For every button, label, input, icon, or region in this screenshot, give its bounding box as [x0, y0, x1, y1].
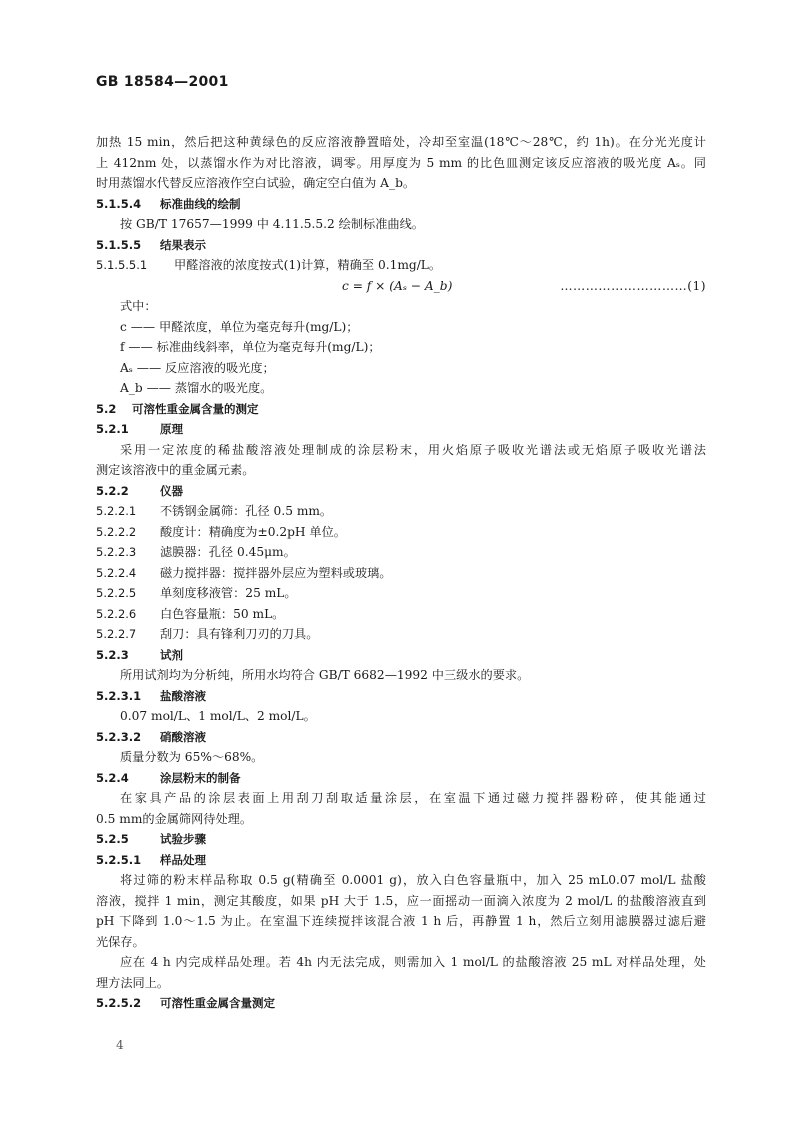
section-heading-5-2-2: 5.2.2 仪器: [96, 483, 183, 498]
instrument-item: 5.2.2.3 滤膜器：孔径 0.45μm。: [96, 545, 296, 559]
formula-row: [96, 276, 706, 297]
body-line: 在家具产品的涂层表面上用刮刀刮取适量涂层，在室温下通过磁力搅拌器粉碎，使其能通过: [120, 791, 706, 805]
section-heading-5-2-5-1: 5.2.5.1 样品处理: [96, 852, 206, 867]
body-line: 0.5 mm的金属筛网待处理。: [96, 811, 253, 826]
section-heading-5-2-5: 5.2.5 试验步骤: [96, 832, 206, 846]
formula-number: …………………………(1): [560, 278, 706, 293]
standard-code: GB 18584—2001: [96, 74, 229, 90]
formula: c = f × (Aₛ − A_b): [342, 278, 453, 293]
instrument-item: 5.2.2.7 刮刀：具有锋利刀刃的刀具。: [96, 627, 319, 641]
body-line: 溶液，搅拌 1 min，测定其酸度，如果 pH 大于 1.5，应一面摇动一面滴入浓度为 2 mol/L 的盐酸溶液直到: [96, 893, 706, 908]
body-line: 按 GB/T 17657—1999 中 4.11.5.5.2 绘制标准曲线。: [120, 217, 424, 231]
body-line: 应在 4 h 内完成样品处理。若 4h 内无法完成，则需加入 1 mol/L 的盐酸溶液 25 mL 对样品处理，处: [120, 955, 706, 969]
clause-5-1-5-5-1: 5.1.5.5.1 甲醛溶液的浓度按式(1)计算，精确至 0.1mg/L。: [96, 258, 442, 272]
section-heading-5-2-1: 5.2.1 原理: [96, 422, 183, 436]
where-label: 式中：: [120, 299, 157, 313]
section-heading-5-2-3: 5.2.3 试剂: [96, 647, 183, 662]
body-line: 光保存。: [96, 934, 145, 949]
instrument-item: 5.2.2.4 磁力搅拌器：搅拌器外层应为塑料或玻璃。: [96, 565, 392, 580]
body-line: 加热 15 min，然后把这种黄绿色的反应溶液静置暗处，冷却至室温(18℃～28℃，约 1h)。在分光光度计: [96, 135, 706, 149]
document-body: [96, 132, 706, 1014]
body-line: 上 412nm 处，以蒸馏水作为对比溶液，调零。用厚度为 5 mm 的比色皿测定该反应溶液的吸光度 Aₛ。同: [96, 155, 706, 170]
body-line: 所用试剂均为分析纯，所用水均符合 GB/T 6682—1992 中三级水的要求。: [120, 668, 530, 682]
section-heading-5-2: 5.2 可溶性重金属含量的测定: [96, 401, 259, 416]
definition-ab: A_b —— 蒸馏水的吸光度。: [120, 381, 273, 395]
body-line: 理方法同上。: [96, 975, 170, 990]
body-line: 时用蒸馏水代替反应溶液作空白试验，确定空白值为 A_b。: [96, 176, 416, 190]
instrument-item: 5.2.2.1 不锈钢金属筛：孔径 0.5 mm。: [96, 504, 333, 518]
body-line: 0.07 mol/L、1 mol/L、2 mol/L。: [120, 709, 316, 723]
instrument-item: 5.2.2.5 单刻度移液管：25 mL。: [96, 586, 297, 600]
body-line: 将过筛的粉末样品称取 0.5 g(精确至 0.0001 g)，放入白色容量瓶中，加入 25 mL0.07 mol/L 盐酸: [120, 873, 706, 887]
instrument-item: 5.2.2.2 酸度计：精确度为±0.2pH 单位。: [96, 524, 346, 539]
body-line: 测定该溶液中的重金属元素。: [96, 463, 255, 477]
section-heading-5-2-4: 5.2.4 涂层粉末的制备: [96, 770, 241, 785]
page-number: 4: [116, 1038, 124, 1052]
body-line: 采用一定浓度的稀盐酸溶液处理制成的涂层粉末，用火焰原子吸收光谱法或无焰原子吸收光谱法: [120, 442, 706, 457]
section-heading-5-2-3-2: 5.2.3.2 硝酸溶液: [96, 729, 206, 744]
instrument-item: 5.2.2.6 白色容量瓶：50 mL。: [96, 606, 285, 621]
definition-c: c —— 甲醛浓度，单位为毫克每升(mg/L)；: [120, 319, 359, 334]
definition-as: Aₛ —— 反应溶液的吸光度；: [120, 360, 275, 375]
body-line: pH 下降到 1.0～1.5 为止。在室温下连续搅拌该混合液 1 h 后，再静置 1 h，然后立刻用滤膜器过滤后避: [96, 914, 706, 928]
section-heading-5-1-5-4: 5.1.5.4 标准曲线的绘制: [96, 196, 241, 211]
section-heading-5-1-5-5: 5.1.5.5 结果表示: [96, 237, 206, 252]
definition-f: f —— 标准曲线斜率，单位为毫克每升(mg/L)；: [120, 340, 381, 354]
section-heading-5-2-5-2: 5.2.5.2 可溶性重金属含量测定: [96, 996, 275, 1010]
body-line: 质量分数为 65%～68%。: [120, 750, 264, 764]
section-heading-5-2-3-1: 5.2.3.1 盐酸溶液: [96, 688, 206, 703]
